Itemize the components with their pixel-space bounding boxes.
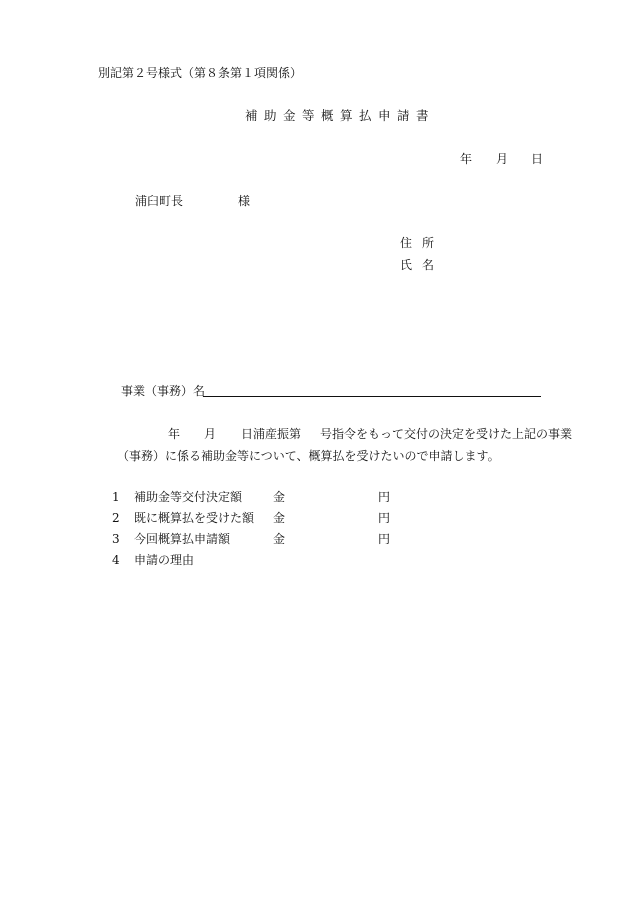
item-label: 既に概算払を受けた額	[134, 511, 255, 525]
business-name-underline	[203, 396, 541, 397]
document-title: 補助金等概算払申請書	[245, 108, 436, 123]
item-label: 今回概算払申請額	[134, 532, 231, 546]
item-yen-label: 円	[378, 511, 391, 525]
item-yen-label: 円	[378, 490, 391, 504]
item-number: 3	[112, 532, 120, 546]
item-number: 2	[112, 511, 120, 525]
body-year-label: 年	[168, 427, 181, 441]
item-gold-label: 金	[273, 511, 286, 525]
item-number: 4	[112, 553, 120, 567]
business-name-label: 事業（事務）名	[121, 384, 206, 398]
date-year-label: 年	[460, 152, 473, 166]
addressee-honorific: 様	[238, 194, 251, 208]
applicant-name-label: 氏名	[400, 258, 445, 272]
form-number-label: 別記第２号様式（第８条第１項関係）	[98, 66, 303, 80]
body-notice-prefix: 日浦産振第	[241, 427, 302, 441]
item-number: 1	[112, 490, 120, 504]
item-yen-label: 円	[378, 532, 391, 546]
body-notice-suffix: 号指令をもって交付の決定を受けた上記の事業	[320, 427, 573, 441]
addressee-name: 浦臼町長	[135, 194, 184, 208]
item-gold-label: 金	[273, 532, 286, 546]
item-label: 補助金等交付決定額	[134, 490, 243, 504]
applicant-address-label: 住所	[400, 236, 445, 250]
body-second-line: （事務）に係る補助金等について、概算払を受けたいので申請します。	[117, 449, 500, 463]
item-gold-label: 金	[273, 490, 286, 504]
body-month-label: 月	[204, 427, 217, 441]
item-label: 申請の理由	[134, 553, 195, 567]
date-day-label: 日	[531, 152, 544, 166]
date-month-label: 月	[496, 152, 509, 166]
